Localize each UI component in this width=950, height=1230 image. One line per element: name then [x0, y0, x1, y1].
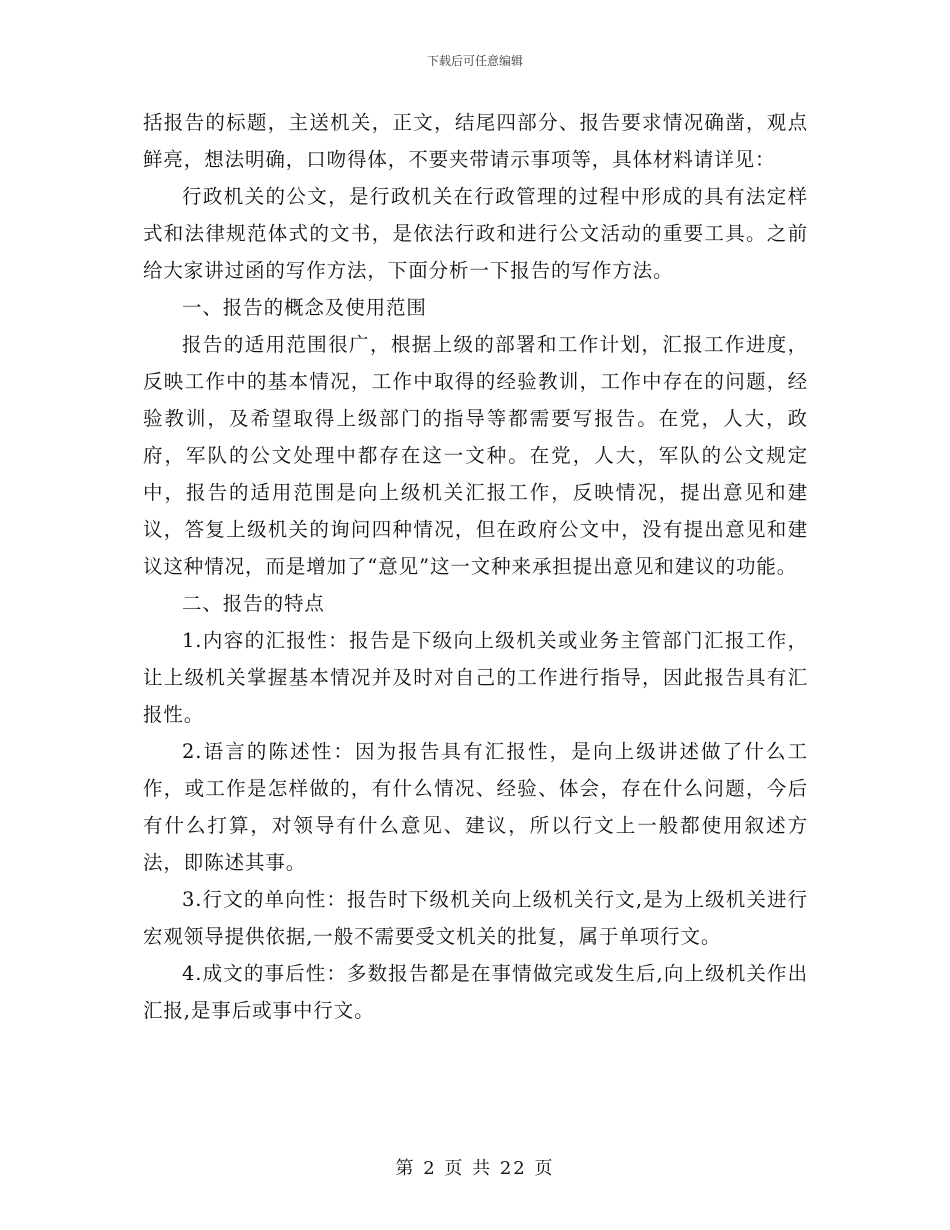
paragraph-intro: 行政机关的公文，是行政机关在行政管理的过程中形成的具有法定样式和法律规范体式的文书，是依法行政和进行公文活动的重要工具。之前给大家讲过函的写作方法，下面分析一下报告的写作方法。	[143, 185, 808, 282]
section-heading-2: 二、报告的特点	[182, 592, 325, 615]
feature-item-1: 1.内容的汇报性：报告是下级向上级机关或业务主管部门汇报工作，让上级机关掌握基本情况并及时对自己的工作进行指导，因此报告具有汇报性。	[143, 629, 808, 726]
feature-item-4: 4.成文的事后性：多数报告都是在事情做完或发生后,向上级机关作出汇报,是事后或事中行文。	[143, 962, 808, 1022]
section-heading-1: 一、报告的概念及使用范围	[182, 296, 427, 319]
paragraph-continuation: 括报告的标题，主送机关，正文，结尾四部分、报告要求情况确凿，观点鲜亮，想法明确，口吻得体，不要夹带请示事项等，具体材料请详见：	[143, 111, 808, 171]
page-footer: 第 2 页 共 22 页	[395, 1158, 555, 1179]
feature-item-3: 3.行文的单向性：报告时下级机关向上级机关行文,是为上级机关进行宏观领导提供依据,一般不需要受文机关的批复，属于单项行文。	[143, 888, 808, 948]
paragraph-scope: 报告的适用范围很广，根据上级的部署和工作计划，汇报工作进度，反映工作中的基本情况，工作中取得的经验教训，工作中存在的问题，经验教训，及希望取得上级部门的指导等都需要写报告。在党，人大，政府，军队的公文处理中都存在这一文种。在党，人大，军队的公文规定中，报告的适用范围是向上级机关汇报工作，反映情况，提出意见和建议，答复上级机关的询问四种情况，但在政府公文中，没有提出意见和建议这种情况，而是增加了“意见”这一文种来承担提出意见和建议的功能。	[143, 333, 808, 578]
feature-item-2: 2.语言的陈述性：因为报告具有汇报性，是向上级讲述做了什么工作，或工作是怎样做的，有什么情况、经验、体会，存在什么问题，今后有什么打算，对领导有什么意见、建议，所以行文上一般都使用叙述方法，即陈述其事。	[143, 740, 808, 874]
page-header: 下载后可任意编辑	[426, 54, 523, 68]
document-body	[143, 104, 808, 1029]
